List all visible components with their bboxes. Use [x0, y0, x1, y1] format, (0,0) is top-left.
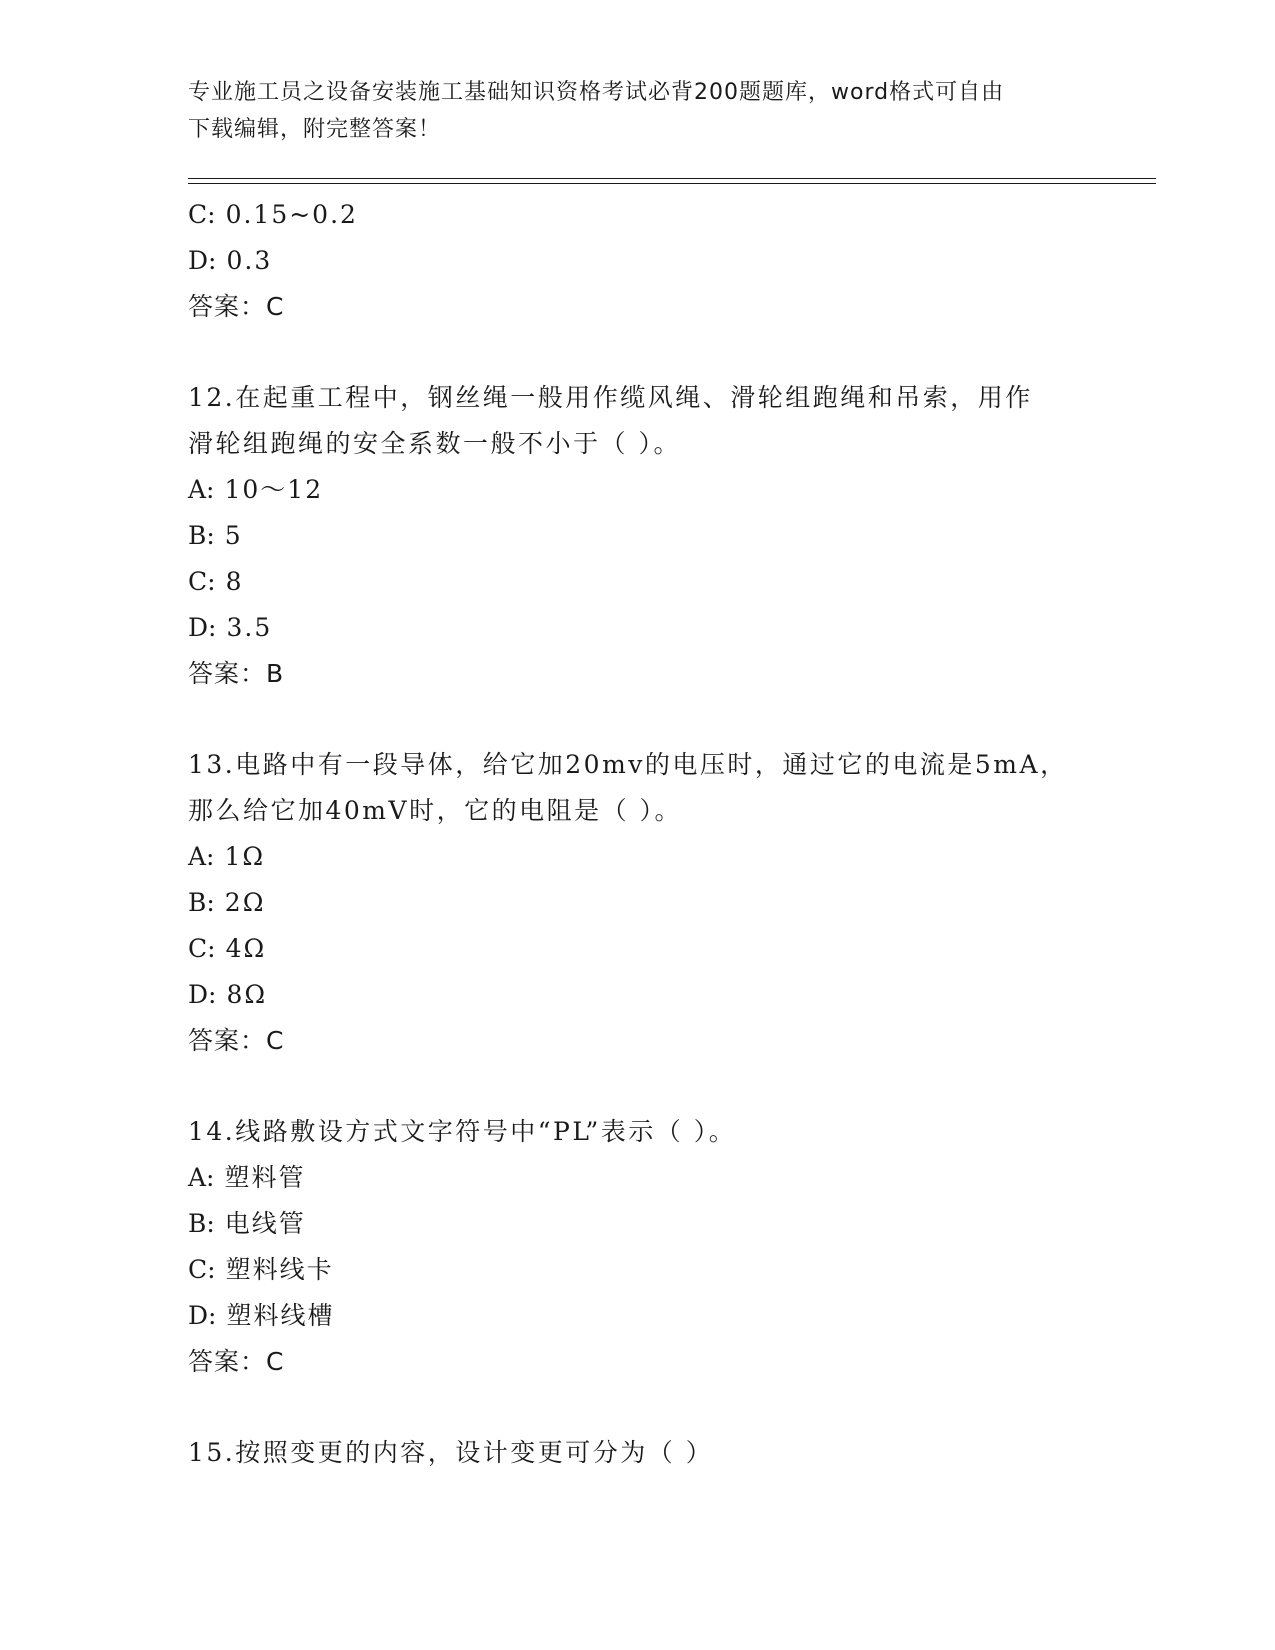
option-text: 0.3 — [226, 246, 273, 275]
question-line: 12.在起重工程中，钢丝绳一般用作缆风绳、滑轮组跑绳和吊索，用作 — [188, 383, 1033, 412]
option-text: 10～12 — [224, 475, 324, 504]
header-line-1: 专业施工员之设备安装施工基础知识资格考试必背200题题库，word格式可自由 — [188, 80, 1005, 105]
document-body — [188, 192, 1088, 1476]
option-label: A: — [188, 475, 215, 504]
header-line-2: 下载编辑，附完整答案！ — [188, 117, 442, 142]
option-text: 电线管 — [224, 1209, 306, 1238]
answer-line: 答案：C — [188, 292, 285, 321]
option-row — [188, 1155, 1088, 1201]
option-text: 2Ω — [224, 888, 266, 917]
option-label: D: — [188, 246, 217, 275]
question-text — [188, 1109, 1088, 1155]
option-label: D: — [188, 1301, 217, 1330]
option-row — [188, 1201, 1088, 1247]
answer-line: 答案：B — [188, 659, 285, 688]
answer-line: 答案：C — [188, 1347, 285, 1376]
document-header — [188, 74, 1088, 148]
option-label: B: — [188, 521, 215, 550]
option-row — [188, 238, 1088, 284]
option-text: 8Ω — [226, 980, 268, 1009]
option-label: A: — [188, 842, 215, 871]
option-row — [188, 192, 1088, 238]
option-label: D: — [188, 613, 217, 642]
option-row — [188, 467, 1088, 513]
option-label: C: — [188, 200, 216, 229]
option-label: B: — [188, 1209, 215, 1238]
option-text: 1Ω — [224, 842, 266, 871]
option-row — [188, 1247, 1088, 1293]
option-row — [188, 972, 1088, 1018]
question-line: 那么给它加40mV时，它的电阻是（ ）。 — [188, 796, 683, 825]
option-row — [188, 513, 1088, 559]
question-text — [188, 375, 1088, 467]
option-text: 3.5 — [226, 613, 273, 642]
option-label: C: — [188, 934, 216, 963]
question-line: 15.按照变更的内容，设计变更可分为（ ） — [188, 1438, 714, 1467]
question-line: 13.电路中有一段导体，给它加20mv的电压时，通过它的电流是5mA， — [188, 750, 1068, 779]
option-label: C: — [188, 567, 216, 596]
question-text — [188, 742, 1088, 834]
option-row — [188, 880, 1088, 926]
option-label: A: — [188, 1163, 215, 1192]
option-text: 塑料线卡 — [225, 1255, 334, 1284]
question-line: 14.线路敷设方式文字符号中“PL”表示（ ）。 — [188, 1117, 737, 1146]
option-text: 塑料线槽 — [226, 1301, 335, 1330]
header-divider-bottom — [188, 183, 1156, 184]
option-label: B: — [188, 888, 215, 917]
answer-line: 答案：C — [188, 1026, 285, 1055]
option-row — [188, 926, 1088, 972]
option-row — [188, 1293, 1088, 1339]
question-line: 滑轮组跑绳的安全系数一般不小于（ ）。 — [188, 429, 681, 458]
option-text: 8 — [225, 567, 244, 596]
option-text: 塑料管 — [224, 1163, 306, 1192]
option-text: 4Ω — [225, 934, 267, 963]
header-divider-top — [188, 178, 1156, 179]
option-text: 0.15~0.2 — [225, 200, 358, 229]
option-label: D: — [188, 980, 217, 1009]
option-row — [188, 834, 1088, 880]
option-row — [188, 559, 1088, 605]
question-text — [188, 1430, 1088, 1476]
option-text: 5 — [224, 521, 243, 550]
option-row — [188, 605, 1088, 651]
option-label: C: — [188, 1255, 216, 1284]
